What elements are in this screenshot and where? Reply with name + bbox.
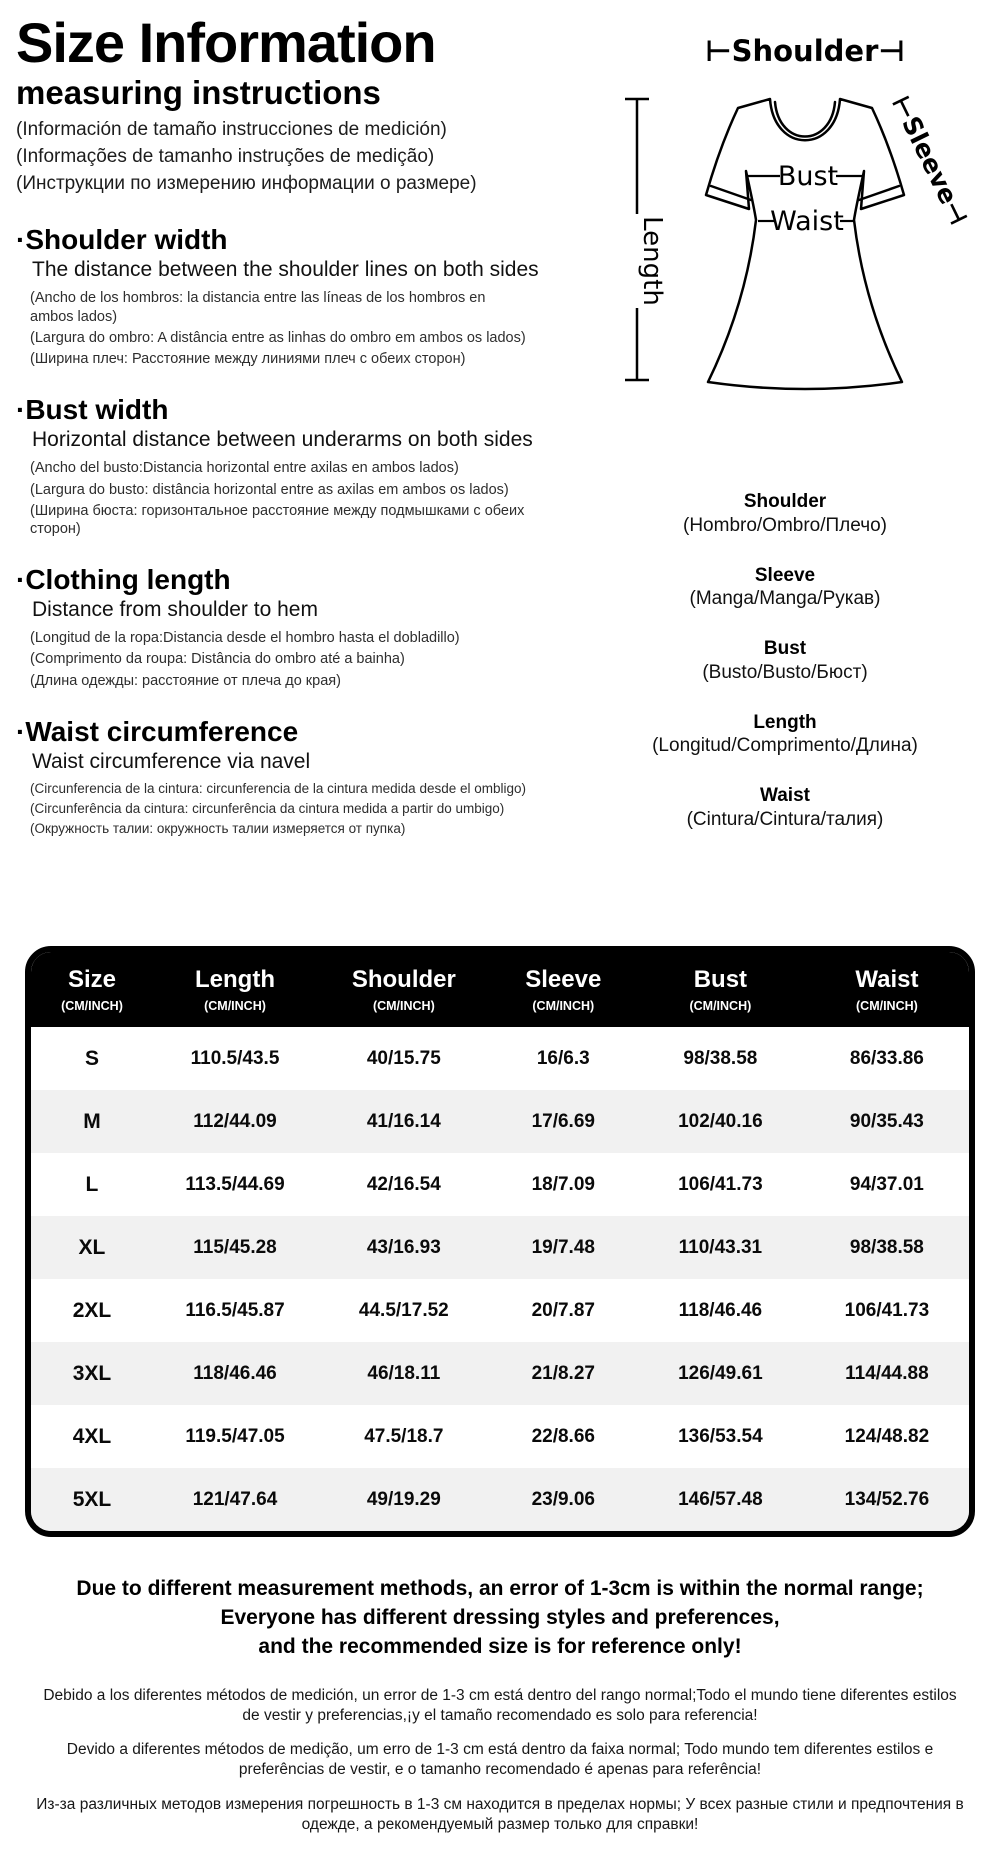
section-translation: (Ancho de los hombros: la distancia entre las líneas de los hombros en ambos lados) (30, 290, 486, 325)
legend-label: Waist (760, 785, 810, 806)
notice-line: Due to different measurement methods, an error of 1-3cm is within the normal range; (76, 1577, 924, 1601)
legend-item-shoulder (570, 490, 1000, 538)
table-row-xl (31, 1216, 969, 1279)
header-row (31, 952, 969, 1027)
bullet: · (16, 715, 26, 747)
unit-note: (CM/INCH) (372, 999, 435, 1014)
waist-label: Waist (770, 206, 844, 237)
unit-note: (CM/INCH) (532, 999, 595, 1014)
legend-item-length (570, 711, 1000, 759)
value-cell: 114/44.88 (845, 1362, 929, 1384)
legend-item-bust (570, 637, 1000, 685)
value-cell: 16/6.3 (536, 1047, 590, 1069)
value-cell: 110.5/43.5 (190, 1047, 280, 1069)
table-row-3xl (31, 1342, 969, 1405)
section-translation: (Длина одежды: расстояние от плеча до края) (30, 672, 341, 689)
section-description: The distance between the shoulder lines on both sides (32, 258, 539, 282)
unit-note: (CM/INCH) (61, 999, 123, 1014)
size-cell: L (85, 1172, 99, 1196)
table-row-5xl (31, 1468, 969, 1531)
legend-label: Length (753, 711, 817, 733)
section-translation: (Окружность талии: окружность талии измеряется от пупка) (30, 820, 406, 836)
column-header-sleeve: Sleeve (CM/INCH) (491, 952, 636, 1027)
table-row-l (31, 1153, 969, 1216)
value-cell: 124/48.82 (844, 1425, 930, 1447)
value-cell: 146/57.48 (678, 1488, 763, 1510)
column-header-length: Length (CM/INCH) (153, 952, 317, 1027)
unit-note: (CM/INCH) (204, 999, 266, 1014)
bullet: · (16, 224, 26, 255)
bust-label: Bust (777, 161, 839, 192)
value-cell: 49/19.29 (366, 1488, 441, 1510)
subtitle-translation: (Инструкции по измерению информации о размере) (16, 173, 477, 195)
value-cell: 102/40.16 (678, 1110, 763, 1132)
footer-paragraph-ru: Из-за различных методов измерения погрешность в 1-3 см находится в пределах нормы; У всех разные стили и предпочтения в одежде, а рекомендуемый размер только для справки! (36, 1795, 964, 1833)
section-translation: (Circunferencia de la cintura: circunferencia de la cintura medida desde el ombligo) (30, 781, 527, 797)
diagram-column (570, 14, 1000, 858)
value-cell: 18/7.09 (531, 1173, 595, 1195)
disclaimer-footer (0, 1575, 1000, 1835)
value-cell: 116.5/45.87 (185, 1299, 285, 1321)
value-cell: 23/9.06 (531, 1488, 595, 1510)
value-cell: 112/44.09 (193, 1110, 277, 1132)
value-cell: 22/8.66 (531, 1425, 595, 1447)
section-bust-width (16, 394, 656, 538)
legend-translation: (Manga/Manga/Рукав) (689, 588, 881, 610)
section-translation: (Ширина бюста: горизонтальное расстояние между подмышками с обеих сторон) (30, 502, 525, 537)
section-title: ·Bust width (16, 393, 169, 425)
section-shoulder-width (16, 224, 656, 368)
value-cell: 119.5/47.05 (185, 1425, 285, 1447)
section-translation: (Circunferência da cintura: circunferência da cintura medida a partir do umbigo) (30, 801, 505, 816)
size-cell: 2XL (72, 1298, 112, 1322)
legend-item-waist (570, 784, 1000, 832)
footer-paragraph-pt: Devido a diferentes métodos de medição, um erro de 1-3 cm está dentro da faixa normal; Todo mundo tem diferentes estilos e preferências de vestir, e o tamanho recomendado é apenas para referência! (66, 1741, 934, 1779)
value-cell: 44.5/17.52 (358, 1299, 449, 1321)
unit-note: (CM/INCH) (689, 999, 752, 1014)
column-header-size: Size (CM/INCH) (31, 952, 153, 1027)
value-cell: 118/46.46 (678, 1299, 763, 1321)
value-cell: 42/16.54 (366, 1173, 441, 1195)
measurement-legend (570, 490, 1000, 832)
value-cell: 115/45.28 (193, 1236, 277, 1258)
value-cell: 136/53.54 (678, 1425, 763, 1447)
value-cell: 110/43.31 (678, 1236, 763, 1258)
value-cell: 94/37.01 (849, 1173, 924, 1195)
value-cell: 46/18.11 (367, 1362, 441, 1384)
unit-note: (CM/INCH) (856, 999, 918, 1014)
subtitle-translation: (Información de tamaño instrucciones de medición) (16, 119, 447, 141)
section-title: ·Clothing length (16, 563, 231, 595)
section-translation: (Ширина плеч: Расстояние между линиями плеч с обеих сторон) (30, 350, 466, 367)
size-table (31, 952, 969, 1531)
section-translation: (Longitud de la ropa:Distancia desde el hombro hasta el dobladillo) (30, 630, 460, 647)
size-cell: 5XL (72, 1487, 112, 1511)
section-description: Horizontal distance between underarms on both sides (32, 428, 533, 452)
bullet: · (16, 393, 26, 425)
value-cell: 41/16.14 (366, 1110, 441, 1132)
size-cell: 4XL (72, 1424, 112, 1448)
section-clothing-length (16, 564, 656, 690)
value-cell: 121/47.64 (192, 1488, 278, 1510)
value-cell: 98/38.58 (849, 1236, 924, 1258)
value-cell: 40/15.75 (366, 1047, 441, 1069)
value-cell: 21/8.27 (531, 1362, 595, 1384)
subtitle-translations (16, 117, 656, 198)
value-cell: 47.5/18.7 (364, 1425, 444, 1447)
value-cell: 106/41.73 (844, 1299, 930, 1321)
legend-label: Bust (763, 638, 807, 659)
size-table-header (31, 952, 969, 1027)
size-cell: 3XL (72, 1361, 112, 1385)
shoulder-measure-label: ⊢Shoulder⊣ (705, 34, 905, 68)
sleeve-measure-label: ⊢Sleeve⊣ (886, 91, 974, 230)
value-cell: 134/52.76 (844, 1488, 930, 1510)
legend-translation: (Longitud/Comprimento/Длина) (652, 735, 918, 757)
value-cell: 106/41.73 (678, 1173, 763, 1195)
section-description: Waist circumference via navel (32, 749, 311, 773)
dress-diagram (570, 14, 1000, 484)
notice-line: Everyone has different dressing styles and preferences, (220, 1606, 780, 1630)
table-row-s (31, 1027, 969, 1090)
notice-line: and the recommended size is for reference only! (258, 1635, 742, 1659)
section-translation: (Comprimento da roupa: Distância do ombro até a bainha) (30, 651, 405, 668)
value-cell: 19/7.48 (531, 1236, 595, 1258)
column-header-waist: Waist (CM/INCH) (805, 952, 969, 1027)
section-waist-circumference (16, 716, 656, 838)
bullet: · (16, 563, 26, 595)
section-translation: (Largura do busto: distância horizontal entre as axilas em ambos os lados) (30, 481, 509, 498)
column-header-bust: Bust (CM/INCH) (636, 952, 805, 1027)
value-cell: 90/35.43 (849, 1110, 924, 1132)
measuring-instructions-column (16, 11, 656, 838)
size-table-container (25, 946, 975, 1537)
section-title: ·Shoulder width (16, 224, 228, 255)
footer-paragraph-es: Debido a los diferentes métodos de medición, un error de 1-3 cm está dentro del rango normal;Todo el mundo tiene diferentes estilos de vestir y preferencias,¡y el tamaño recomendado es solo para referencia! (43, 1687, 957, 1725)
length-label: Length (637, 216, 667, 306)
value-cell: 126/49.61 (678, 1362, 763, 1384)
table-row-4xl (31, 1405, 969, 1468)
table-row-m (31, 1090, 969, 1153)
legend-translation: (Busto/Busto/Бюст) (702, 661, 868, 683)
legend-translation: (Cintura/Cintura/талия) (686, 808, 884, 830)
dress-outline (706, 99, 904, 389)
value-cell: 113.5/44.69 (185, 1173, 285, 1195)
footer-notice (0, 1575, 1000, 1662)
value-cell: 118/46.46 (193, 1362, 277, 1384)
page-title: Size Information (16, 11, 436, 74)
section-description: Distance from shoulder to hem (32, 598, 318, 622)
value-cell: 86/33.86 (849, 1047, 924, 1069)
value-cell: 17/6.69 (531, 1110, 595, 1132)
size-cell: XL (78, 1235, 106, 1259)
legend-translation: (Hombro/Ombro/Плечо) (683, 514, 887, 536)
value-cell: 43/16.93 (366, 1236, 441, 1258)
size-cell: S (84, 1046, 99, 1070)
section-translation: (Largura do ombro: A distância entre as linhas do ombro em ambos os lados) (30, 329, 526, 346)
value-cell: 20/7.87 (531, 1299, 595, 1321)
column-header-shoulder: Shoulder (CM/INCH) (317, 952, 491, 1027)
subtitle-translation: (Informações de tamanho instruções de medição) (16, 146, 435, 168)
value-cell: 98/38.58 (683, 1047, 758, 1069)
page-subtitle: measuring instructions (16, 73, 381, 111)
size-cell: M (83, 1109, 101, 1133)
table-row-2xl (31, 1279, 969, 1342)
legend-label: Sleeve (754, 564, 816, 586)
section-translation: (Ancho del busto:Distancia horizontal entre axilas en ambos lados) (30, 460, 459, 477)
top-section (0, 0, 1000, 916)
legend-item-sleeve (570, 564, 1000, 612)
section-title: ·Waist circumference (16, 715, 299, 747)
legend-label: Shoulder (743, 491, 827, 512)
